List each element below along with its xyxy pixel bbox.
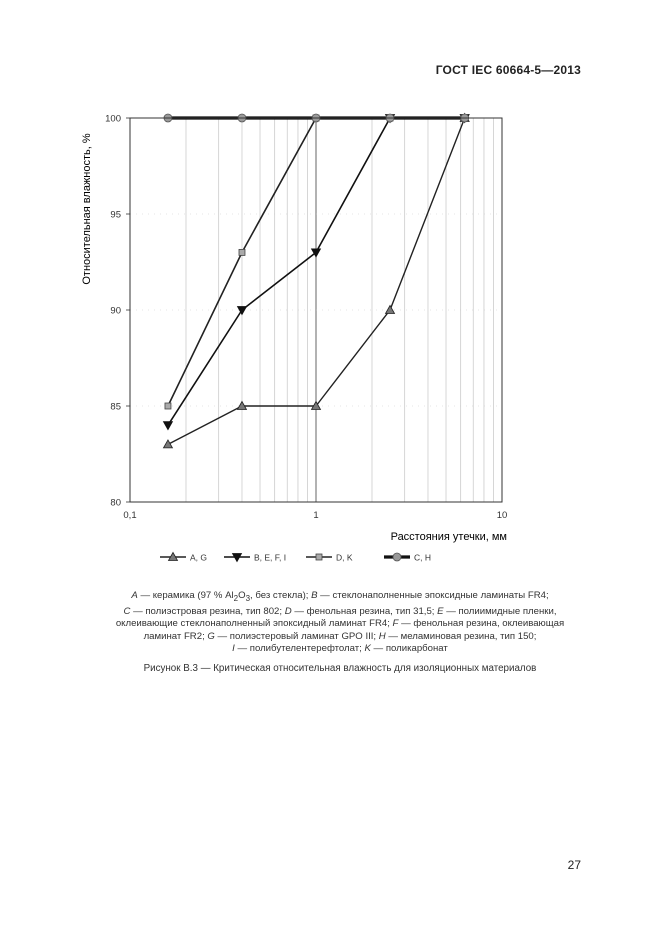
caption-line-5 bbox=[60, 643, 620, 656]
legend-label-1: A, G bbox=[190, 552, 208, 563]
figure-legend-caption bbox=[60, 590, 620, 656]
caption-letter-d: D bbox=[284, 605, 292, 617]
page-number: 27 bbox=[567, 858, 581, 872]
caption-text-k: — поликарбонат bbox=[370, 643, 448, 655]
caption-letter-g: G bbox=[207, 630, 215, 642]
caption-letter-a: A bbox=[131, 590, 138, 601]
legend-label-4: C, H bbox=[414, 552, 431, 563]
y-tick-label: 80 bbox=[110, 497, 121, 509]
caption-text-b: — стеклонаполненные эпоксидные ламинаты FR4; bbox=[317, 590, 549, 601]
caption-letter-f: F bbox=[392, 618, 399, 630]
caption-text-g: — полиэстеровый ламинат GPO III; bbox=[214, 630, 379, 642]
caption-letter-e: E bbox=[437, 605, 444, 617]
figure-title: Рисунок В.3 — Критическая относительная влажность для изоляционных материалов bbox=[143, 663, 537, 674]
caption-text-e2: оклеивающие стеклонаполненный эпоксидный ламинат FR4; bbox=[115, 618, 393, 630]
caption-letter-k: K bbox=[364, 643, 371, 655]
x-tick-label: 0,1 bbox=[123, 510, 137, 521]
caption-text-f: — фенольная резина, оклеивающая bbox=[398, 618, 565, 630]
caption-text-a2: O bbox=[238, 590, 246, 601]
y-tick-label: 85 bbox=[110, 401, 121, 413]
caption-line-2 bbox=[60, 606, 620, 619]
caption-letter-i: I bbox=[232, 643, 235, 655]
caption-line-4 bbox=[60, 631, 620, 644]
caption-sub-2: 3 bbox=[245, 593, 251, 603]
x-tick-label: 10 bbox=[496, 510, 508, 521]
caption-text-d: — фенольная резина, тип 31,5; bbox=[291, 605, 438, 617]
y-tick-label: 90 bbox=[110, 305, 121, 317]
x-axis-label: Расстояния утечки, мм bbox=[390, 531, 507, 543]
chart-legend bbox=[160, 553, 431, 563]
legend-marker-4 bbox=[393, 553, 401, 561]
legend-marker-3 bbox=[316, 554, 322, 560]
caption-text-i: — полибутелентерефтолат; bbox=[234, 643, 365, 655]
caption-sub-1: 2 bbox=[233, 593, 239, 603]
document-standard-header: ГОСТ IEC 60664-5—2013 bbox=[435, 63, 581, 77]
chart-tick-labels bbox=[105, 114, 507, 522]
series-3-point bbox=[239, 249, 245, 255]
y-axis-label: Относительная влажность, % bbox=[81, 133, 93, 285]
y-tick-label: 100 bbox=[105, 113, 121, 125]
x-tick-label: 1 bbox=[313, 510, 319, 521]
caption-line-1 bbox=[60, 590, 620, 606]
caption-text-h: — меламиновая резина, тип 150; bbox=[385, 630, 537, 642]
caption-letter-h: H bbox=[378, 630, 386, 642]
caption-letter-b: B bbox=[311, 590, 318, 601]
caption-text-a1: — керамика (97 % Al bbox=[137, 590, 234, 601]
caption-letter-c: C bbox=[123, 605, 131, 617]
caption-text-a3: , без стекла); bbox=[250, 590, 312, 601]
series-1-point bbox=[163, 440, 172, 448]
caption-line-3 bbox=[60, 618, 620, 631]
caption-text-f2: ламинат FR2; bbox=[143, 630, 208, 642]
y-tick-label: 95 bbox=[110, 209, 121, 221]
legend-label-2: B, E, F, I bbox=[254, 552, 287, 563]
chart-grid bbox=[130, 118, 502, 502]
caption-text-e: — полиимидные пленки, bbox=[443, 605, 557, 617]
series-2-point bbox=[163, 422, 172, 430]
legend-label-3: D, K bbox=[336, 552, 353, 563]
caption-text-c: — полиэстровая резина, тип 802; bbox=[130, 605, 285, 617]
series-3-point bbox=[165, 403, 171, 409]
series-1-point bbox=[386, 306, 395, 314]
series-2-point bbox=[237, 307, 246, 315]
